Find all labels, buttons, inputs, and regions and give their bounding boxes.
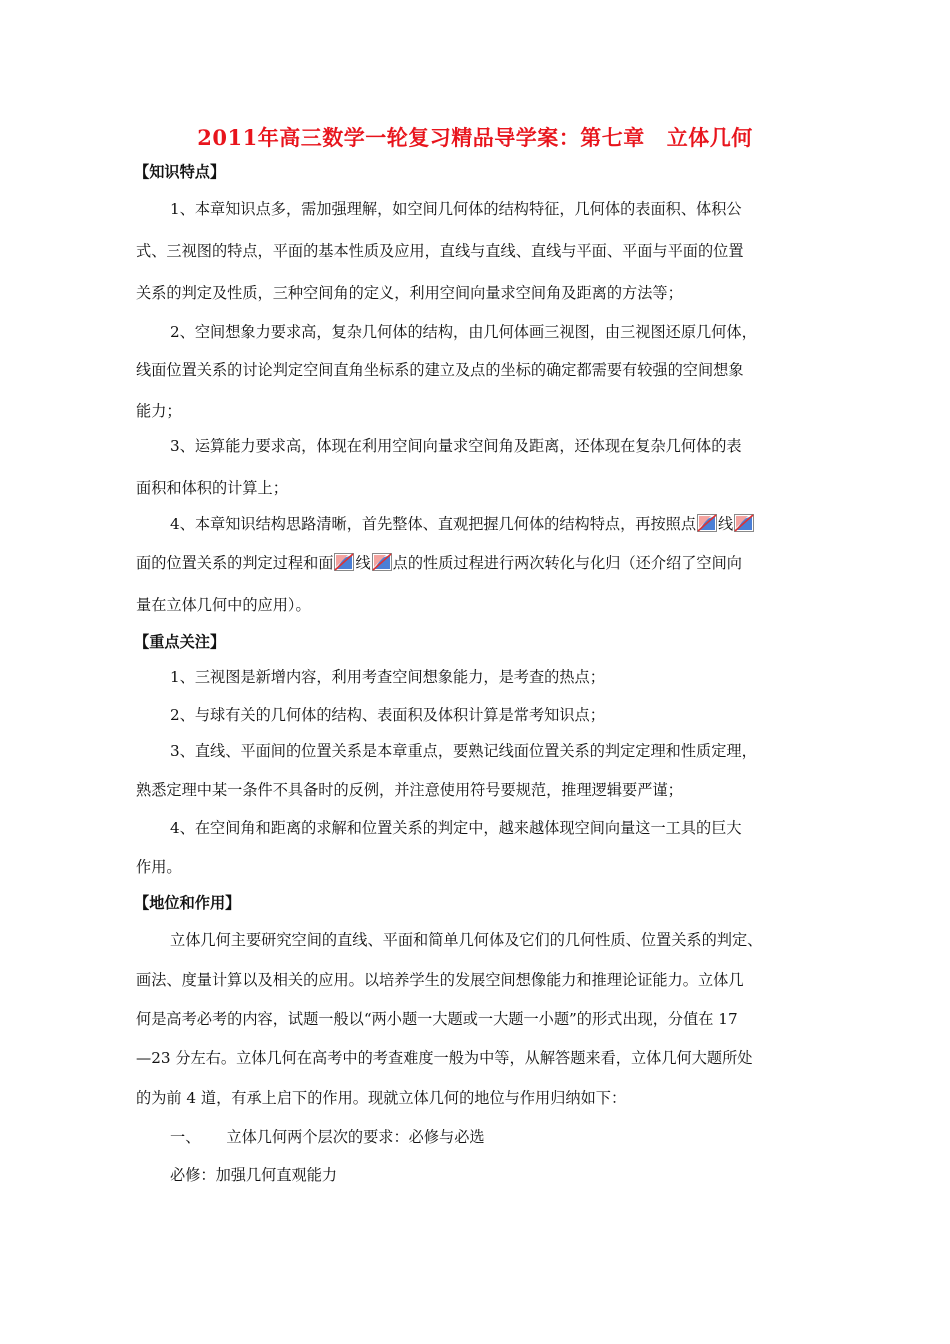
paragraph-line: 式、三视图的特点，平面的基本性质及应用，直线与直线、直线与平面、平面与平面的位置	[136, 242, 744, 260]
paragraph-line: 何是高考必考的内容，试题一般以“两小题一大题或一大题一小题”的形式出现，分值在 17	[136, 1010, 738, 1028]
heading-position-role: 【地位和作用】	[134, 894, 241, 912]
paragraph-line: 4、在空间角和距离的求解和位置关系的判定中，越来越体现空间向量这一工具的巨大	[170, 819, 742, 837]
paragraph-line: 必修：加强几何直观能力	[170, 1166, 338, 1184]
paragraph-line: 线面位置关系的讨论判定空间直角坐标系的建立及点的坐标的确定都需要有较强的空间想象	[136, 361, 744, 379]
list-item-text: 立体几何两个层次的要求：必修与必选	[226, 1128, 485, 1146]
paragraph-line: 4、本章知识结构思路清晰，首先整体、直观把握几何体的结构特点，再按照点 线	[170, 514, 816, 534]
title-main: 2011年高三数学一轮复习精品导学案：第七章	[197, 125, 645, 150]
paragraph-line: 面的位置关系的判定过程和面 线 点的性质过程进行两次转化与化归（还介绍了空间向	[136, 554, 742, 572]
heading-key-focus: 【重点关注】	[134, 633, 226, 651]
broken-image-icon	[334, 553, 354, 571]
paragraph-line: 1、本章知识点多，需加强理解，如空间几何体的结构特征，几何体的表面积、体积公	[170, 200, 742, 218]
paragraph-line: 画法、度量计算以及相关的应用。以培养学生的发展空间想像能力和推理论证能力。立体几	[136, 971, 744, 989]
paragraph-line: 熟悉定理中某一条件不具备时的反例，并注意使用符号要规范，推理逻辑要严谨；	[136, 781, 683, 799]
paragraph-line: 2、空间想象力要求高，复杂几何体的结构，由几何体画三视图，由三视图还原几何体，	[170, 323, 757, 341]
broken-image-icon	[697, 514, 717, 532]
list-item-number: 一、	[170, 1128, 201, 1146]
paragraph-line: 能力；	[136, 402, 182, 420]
paragraph-line: 3、运算能力要求高，体现在利用空间向量求空间角及距离，还体现在复杂几何体的表	[170, 437, 742, 455]
paragraph-line: 量在立体几何中的应用）。	[136, 596, 311, 614]
paragraph-line: 立体几何主要研究空间的直线、平面和简单几何体及它们的几何性质、位置关系的判定、	[170, 931, 763, 949]
heading-knowledge-features: 【知识特点】	[134, 163, 226, 181]
paragraph-line: 面积和体积的计算上；	[136, 479, 288, 497]
paragraph-line: 3、直线、平面间的位置关系是本章重点，要熟记线面位置关系的判定定理和性质定理，	[170, 742, 757, 760]
broken-image-icon	[372, 553, 392, 571]
broken-image-icon	[734, 514, 754, 532]
list-item	[170, 1127, 816, 1147]
paragraph-line: —23 分左右。立体几何在高考中的考查难度一般为中等，从解答题来看，立体几何大题所处	[136, 1049, 753, 1067]
paragraph-line: 关系的判定及性质，三种空间角的定义，利用空间向量求空间角及距离的方法等；	[136, 284, 683, 302]
paragraph-line: 1、三视图是新增内容，利用考查空间想象能力，是考查的热点；	[170, 668, 605, 686]
paragraph-line: 2、与球有关的几何体的结构、表面积及体积计算是常考知识点；	[170, 706, 605, 724]
title-sub: 立体几何	[666, 125, 753, 150]
document-title	[0, 122, 950, 152]
paragraph-line: 作用。	[136, 858, 182, 876]
paragraph-line: 的为前 4 道，有承上启下的作用。现就立体几何的地位与作用归纳如下：	[136, 1089, 627, 1107]
